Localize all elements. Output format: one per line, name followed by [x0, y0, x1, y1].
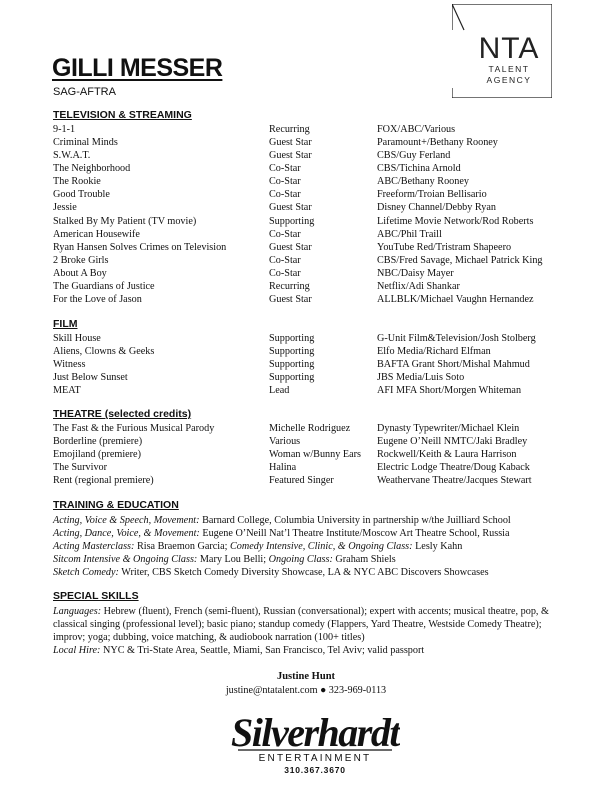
- credit-role: Guest Star: [269, 294, 312, 306]
- credit-company: Dynasty Typewriter/Michael Klein: [377, 423, 520, 434]
- silverhardt-entertainment-logo: [230, 700, 400, 792]
- credit-title: Just Below Sunset: [53, 372, 128, 384]
- agent-name: Justine Hunt: [276, 671, 336, 682]
- credit-role: Halina: [269, 462, 297, 474]
- credit-company: YouTube Red/Tristram Shapeero: [377, 241, 512, 253]
- credit-role: Recurring: [269, 280, 310, 292]
- credit-company: CBS/Guy Ferland: [377, 150, 451, 162]
- credit-company: G-Unit Film&Television/Josh Stolberg: [377, 333, 536, 344]
- training-details: [53, 514, 553, 579]
- credit-role: Co-Star: [269, 267, 301, 279]
- credit-title: 2 Broke Girls: [53, 254, 109, 266]
- credit-role: Co-Star: [269, 254, 301, 266]
- credit-company: FOX/ABC/Various: [377, 124, 456, 135]
- credit-role: Co-Star: [269, 228, 301, 240]
- credit-title: Stalked By My Patient (TV movie): [53, 215, 197, 227]
- credit-role: Lead: [269, 385, 290, 397]
- credit-company: ALLBLK/Michael Vaughn Hernandez: [377, 294, 534, 306]
- credit-company: CBS/Fred Savage, Michael Patrick King: [377, 254, 543, 266]
- credit-company: Weathervane Theatre/Jacques Stewart: [377, 475, 532, 487]
- credit-title: The Guardians of Justice: [53, 280, 155, 292]
- credit-role: Supporting: [269, 346, 315, 358]
- credit-company: Lifetime Movie Network/Rod Roberts: [377, 215, 534, 227]
- actor-name: GILLI MESSER: [52, 54, 223, 82]
- union-affiliation: SAG-AFTRA: [53, 86, 116, 98]
- credit-title: Witness: [53, 359, 86, 371]
- credit-role: Guest Star: [269, 241, 312, 253]
- nta-logo-line1: TALENT: [488, 64, 530, 74]
- languages-skills: Languages: Hebrew (fluent), French (semi-fluent), Russian (conversational); expert with accents; musical theatre, pop, & classical singing (professional level); basic piano; standup comedy (Flappers, Yard Theatre, Westside Comedy Theatre); improv; yoga; dubbing, voice matching, & audiobook narration (100+ titles): [53, 606, 549, 643]
- section-heading-film: FILM: [53, 318, 78, 330]
- credit-company: AFI MFA Short/Morgen Whiteman: [377, 385, 522, 397]
- credit-title: For the Love of Jason: [53, 294, 142, 306]
- credit-company: Disney Channel/Debby Ryan: [377, 202, 496, 214]
- credit-company: Freeform/Troian Bellisario: [377, 189, 487, 201]
- credit-company: BAFTA Grant Short/Mishal Mahmud: [377, 359, 530, 371]
- agent-email[interactable]: justine@ntatalent.com: [225, 685, 318, 696]
- credit-title: The Fast & the Furious Musical Parody: [53, 423, 215, 434]
- agent-phone[interactable]: 323-969-0113: [328, 685, 387, 696]
- credit-title: Rent (regional premiere): [53, 475, 154, 487]
- credit-title: American Housewife: [53, 228, 140, 240]
- credit-title: The Neighborhood: [53, 163, 131, 175]
- silverhardt-logo-sub: ENTERTAINMENT: [258, 753, 372, 764]
- section-heading-skills: SPECIAL SKILLS: [53, 590, 139, 602]
- training-line: Acting Masterclass: Risa Braemon Garcia; Comedy Intensive, Clinic, & Ongoing Class: Lesly Kahn: [53, 541, 463, 552]
- nta-logo-letters: NTA: [478, 32, 540, 65]
- credit-company: JBS Media/Luis Soto: [377, 372, 465, 384]
- credit-title: Good Trouble: [53, 189, 110, 201]
- credit-role: Michelle Rodriguez: [269, 423, 351, 434]
- credit-title: Jessie: [53, 202, 77, 214]
- credit-company: Netflix/Adi Shankar: [377, 280, 460, 292]
- credit-role: Co-Star: [269, 176, 301, 188]
- credit-company: Eugene O’Neill NMTC/Jaki Bradley: [377, 436, 528, 448]
- nta-agency-logo: [452, 4, 552, 98]
- training-line: Acting, Voice & Speech, Movement: Barnard College, Columbia University in partnership w/the Juilliard School: [53, 515, 511, 526]
- credit-title: The Survivor: [53, 462, 108, 474]
- credit-company: CBS/Tichina Arnold: [377, 163, 461, 175]
- credit-company: Elfo Media/Richard Elfman: [377, 346, 491, 358]
- credit-title: Emojiland (premiere): [53, 449, 141, 461]
- training-line: Sketch Comedy: Writer, CBS Sketch Comedy Diversity Showcase, LA & NYC ABC Discovers Showcases: [53, 567, 489, 578]
- credit-title: Criminal Minds: [53, 137, 118, 149]
- credit-role: Co-Star: [269, 189, 301, 201]
- silverhardt-phone: 310.367.3670: [284, 765, 346, 775]
- silverhardt-logo-name: Silverhardt: [231, 710, 399, 755]
- local-hire: Local Hire: NYC & Tri-State Area, Seattle, Miami, San Francisco, Tel Aviv; valid passport: [53, 645, 425, 656]
- section-heading-theatre: THEATRE (selected credits): [53, 408, 192, 420]
- credit-title: Ryan Hansen Solves Crimes on Television: [53, 241, 227, 253]
- credit-role: Recurring: [269, 124, 310, 135]
- credit-role: Guest Star: [269, 150, 312, 162]
- section-heading-training: TRAINING & EDUCATION: [53, 499, 179, 511]
- credit-role: Supporting: [269, 215, 315, 227]
- credit-role: Featured Singer: [269, 475, 334, 487]
- credit-company: Paramount+/Bethany Rooney: [377, 137, 498, 149]
- credit-company: Rockwell/Keith & Laura Harrison: [377, 449, 517, 461]
- bullet-separator: ●: [320, 685, 327, 696]
- credit-title: MEAT: [53, 385, 81, 397]
- credit-company: NBC/Daisy Mayer: [377, 267, 454, 279]
- credit-title: The Rookie: [53, 176, 101, 188]
- credit-role: Guest Star: [269, 137, 312, 149]
- credit-role: Woman w/Bunny Ears: [269, 449, 361, 461]
- credit-role: Supporting: [269, 372, 315, 384]
- credit-title: Aliens, Clowns & Geeks: [53, 346, 155, 358]
- training-line: Acting, Dance, Voice, & Movement: Eugene O’Neill Nat’l Theatre Institute/Moscow Art Theatre School, Russia: [53, 528, 510, 539]
- credit-role: Supporting: [269, 333, 315, 344]
- credit-role: Guest Star: [269, 202, 312, 214]
- section-heading-television: TELEVISION & STREAMING: [53, 109, 192, 121]
- credit-company: ABC/Phil Traill: [377, 228, 442, 240]
- credit-role: Supporting: [269, 359, 315, 371]
- credit-title: 9-1-1: [53, 124, 76, 135]
- special-skills-details: [53, 605, 553, 657]
- agent-contact: [0, 685, 612, 696]
- nta-logo-line2: AGENCY: [486, 75, 532, 85]
- credit-role: Co-Star: [269, 163, 301, 175]
- credit-company: ABC/Bethany Rooney: [377, 176, 469, 188]
- credit-company: Electric Lodge Theatre/Doug Kaback: [377, 462, 530, 474]
- credit-title: Borderline (premiere): [53, 436, 143, 448]
- training-line: Sitcom Intensive & Ongoing Class: Mary Lou Belli; Ongoing Class: Graham Shiels: [53, 554, 396, 565]
- credit-title: S.W.A.T.: [53, 150, 91, 162]
- credit-title: About A Boy: [53, 267, 107, 279]
- credit-title: Skill House: [53, 333, 101, 344]
- credit-role: Various: [269, 436, 301, 448]
